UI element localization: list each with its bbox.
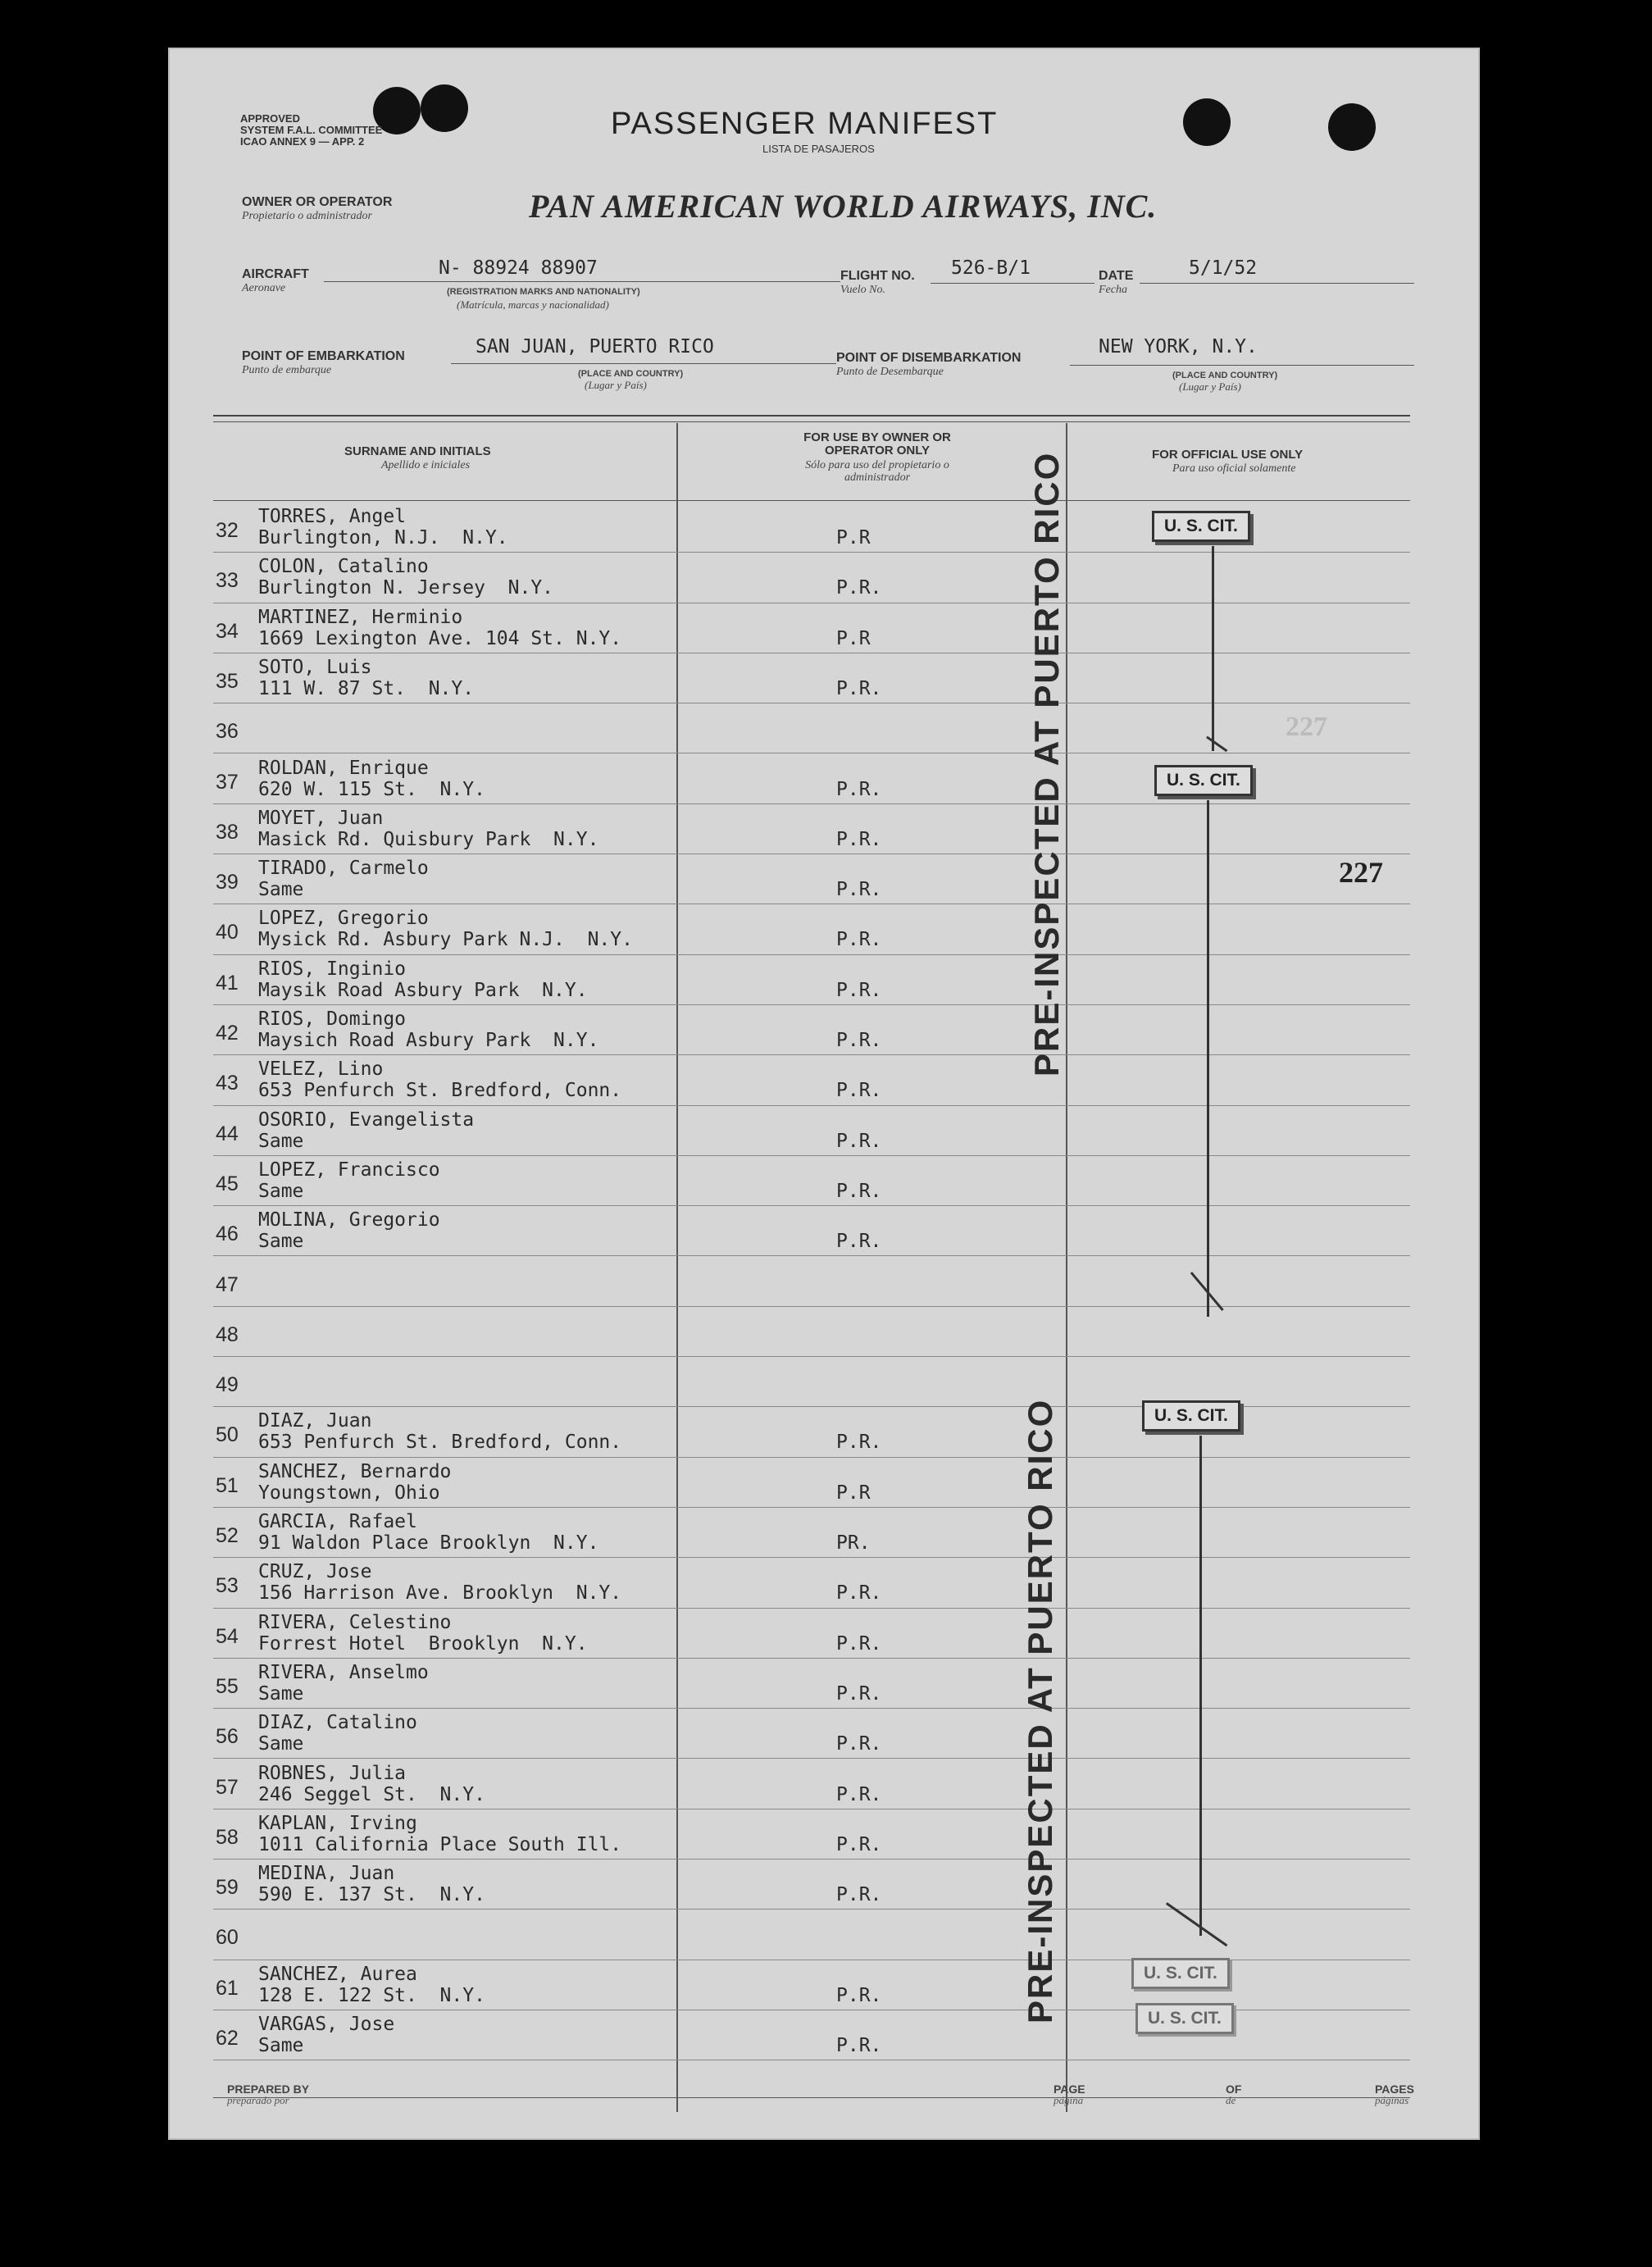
passenger-name: VARGAS, Jose <box>258 2014 395 2035</box>
passenger-address: 156 Harrison Ave. Brooklyn N.Y. <box>258 1582 622 1605</box>
approval-line: SYSTEM F.A.L. COMMITTEE <box>240 124 383 136</box>
row-number: 41 <box>216 971 239 995</box>
table-row <box>168 703 1480 753</box>
count-faint: 227 <box>1286 712 1327 742</box>
passenger-name: GARCIA, Rafael <box>258 1511 417 1532</box>
aircraft-sub: (REGISTRATION MARKS AND NATIONALITY) <box>447 287 640 297</box>
passenger-name: SANCHEZ, Aurea <box>258 1963 417 1985</box>
aircraft-value: N- 88924 88907 <box>439 257 598 279</box>
passenger-name: SOTO, Luis <box>258 656 372 678</box>
passenger-address: 128 E. 122 St. N.Y. <box>258 1984 485 2006</box>
row-number: 37 <box>216 770 239 794</box>
passenger-address: Same <box>258 1682 304 1705</box>
row-number: 38 <box>216 820 239 844</box>
row-number: 59 <box>216 1876 239 1900</box>
passenger-address: 91 Waldon Place Brooklyn N.Y. <box>258 1532 599 1554</box>
passenger-address: Same <box>258 1733 304 1755</box>
passenger-address: 653 Penfurch St. Bredford, Conn. <box>258 1080 622 1102</box>
passenger-name: ROBNES, Julia <box>258 1762 407 1784</box>
passenger-address: 620 W. 115 St. N.Y. <box>258 778 485 800</box>
prepared-label: PREPARED BY <box>227 2083 310 2096</box>
check-line <box>1207 800 1209 1317</box>
table-row <box>168 1910 1480 1960</box>
table-row <box>168 1759 1480 1810</box>
passenger-address: Same <box>258 2035 304 2056</box>
col-official-head-es: Para uso oficial solamente <box>1172 462 1296 475</box>
passenger-address: Burlington N. Jersey N.Y. <box>258 577 554 599</box>
table-row <box>168 1558 1480 1608</box>
table-row <box>168 955 1480 1005</box>
operator-mark: P.R. <box>836 2035 882 2056</box>
us-cit-stamp: U. S. CIT. <box>1135 2003 1234 2034</box>
operator-mark: P.R. <box>836 979 882 1001</box>
passenger-name: KAPLAN, Irving <box>258 1812 417 1834</box>
passenger-name: LOPEZ, Gregorio <box>258 908 429 930</box>
row-number: 48 <box>216 1322 239 1346</box>
pages-label: PAGES <box>1375 2083 1414 2096</box>
operator-mark: P.R. <box>836 1733 882 1755</box>
row-number: 49 <box>216 1373 239 1397</box>
operator-name: PAN AMERICAN WORLD AIRWAYS, INC. <box>529 188 1158 225</box>
passenger-name: VELEZ, Lino <box>258 1058 384 1081</box>
aircraft-label-es: Aeronave <box>242 282 286 294</box>
passenger-name: MOYET, Juan <box>258 807 384 829</box>
preinspected-stamp: PRE-INSPECTED AT PUERTO RICO <box>1027 451 1066 1077</box>
row-number: 50 <box>216 1423 239 1447</box>
passenger-address: 111 W. 87 St. N.Y. <box>258 677 475 699</box>
page-label-es: página <box>1054 2094 1084 2106</box>
table-row <box>168 653 1480 703</box>
table-row <box>168 2010 1480 2060</box>
row-number: 42 <box>216 1022 239 1045</box>
operator-mark: P.R <box>836 527 871 549</box>
passenger-name: LOPEZ, Francisco <box>258 1159 440 1181</box>
passenger-name: DIAZ, Juan <box>258 1410 372 1432</box>
row-number: 39 <box>216 871 239 895</box>
operator-mark: P.R <box>836 627 871 649</box>
passenger-name: TORRES, Angel <box>258 506 407 527</box>
table-row <box>168 1860 1480 1910</box>
row-number: 60 <box>216 1926 239 1950</box>
passenger-address: 246 Seggel St. N.Y. <box>258 1783 485 1805</box>
operator-mark: P.R. <box>836 1030 882 1051</box>
embark-label-es: Punto de embarque <box>242 364 332 376</box>
flight-label: FLIGHT NO. <box>840 269 915 283</box>
row-number: 44 <box>216 1122 239 1145</box>
passenger-address: 653 Penfurch St. Bredford, Conn. <box>258 1432 622 1454</box>
operator-mark: P.R. <box>836 929 882 951</box>
passenger-address: Mysick Rd. Asbury Park N.J. N.Y. <box>258 929 633 951</box>
table-row <box>168 603 1480 653</box>
table-row <box>168 503 1480 553</box>
passenger-address: Maysich Road Asbury Park N.Y. <box>258 1030 599 1051</box>
operator-mark: P.R. <box>836 1632 882 1655</box>
passenger-name: DIAZ, Catalino <box>258 1712 417 1734</box>
table-row <box>168 1156 1480 1206</box>
row-number: 58 <box>216 1825 239 1849</box>
disembark-label-es: Punto de Desembarque <box>836 366 944 378</box>
passenger-address: Masick Rd. Quisbury Park N.Y. <box>258 828 599 850</box>
passenger-address: Same <box>258 1180 304 1202</box>
passenger-address: Maysik Road Asbury Park N.Y. <box>258 979 588 1001</box>
table-row <box>168 804 1480 854</box>
passenger-address: 1669 Lexington Ave. 104 St. N.Y. <box>258 627 622 649</box>
passenger-address: 590 E. 137 St. N.Y. <box>258 1884 485 1906</box>
table-row <box>168 1307 1480 1357</box>
disembark-label: POINT OF DISEMBARKATION <box>836 351 1022 365</box>
operator-mark: P.R. <box>836 1783 882 1805</box>
aircraft-label: AIRCRAFT <box>242 267 309 281</box>
passenger-address: Same <box>258 879 304 901</box>
col-operator-head-es: Sólo para uso del propietario o administrador <box>805 459 949 484</box>
operator-mark: P.R. <box>836 1582 882 1605</box>
operator-mark: P.R. <box>836 577 882 599</box>
row-number: 33 <box>216 569 239 593</box>
col-surname-head: SURNAME AND INITIALS <box>344 444 491 458</box>
operator-mark: P.R. <box>836 879 882 901</box>
col-official-head: FOR OFFICIAL USE ONLY <box>1152 448 1304 462</box>
table-row <box>168 1106 1480 1156</box>
table-row <box>168 1709 1480 1759</box>
aircraft-sub-es: (Matrícula, marcas y nacionalidad) <box>457 298 609 311</box>
disembark-value: NEW YORK, N.Y. <box>1099 336 1258 357</box>
operator-mark: PR. <box>836 1532 871 1554</box>
operator-mark: P.R. <box>836 1884 882 1906</box>
owner-label-es: Propietario o administrador <box>242 210 372 222</box>
row-number: 51 <box>216 1473 239 1497</box>
row-number: 34 <box>216 619 239 643</box>
approval-block <box>240 113 382 148</box>
passenger-address: Burlington, N.J. N.Y. <box>258 527 508 549</box>
table-row <box>168 1659 1480 1709</box>
table-row <box>168 1407 1480 1457</box>
row-number: 35 <box>216 669 239 693</box>
of-label: OF <box>1226 2083 1242 2096</box>
operator-mark: P.R. <box>836 1130 882 1152</box>
operator-mark: P.R. <box>836 1432 882 1454</box>
table-row <box>168 1357 1480 1407</box>
passenger-name: OSORIO, Evangelista <box>258 1108 475 1131</box>
table-row <box>168 1960 1480 2010</box>
table-row <box>168 754 1480 804</box>
table-row <box>168 1005 1480 1055</box>
passenger-name: CRUZ, Jose <box>258 1561 372 1583</box>
date-label: DATE <box>1099 269 1134 283</box>
embark-place-sub: (PLACE AND COUNTRY) <box>578 369 684 379</box>
approval-line: APPROVED <box>240 112 300 125</box>
passenger-address: Same <box>258 1231 304 1253</box>
passenger-name: MOLINA, Gregorio <box>258 1209 440 1231</box>
col-operator-head: FOR USE BY OWNER OR OPERATOR ONLY <box>803 430 951 457</box>
col-surname-head-es: Apellido e iniciales <box>381 459 471 471</box>
operator-mark: P.R <box>836 1482 871 1504</box>
passenger-name: TIRADO, Carmelo <box>258 858 429 880</box>
operator-mark: P.R. <box>836 1984 882 2006</box>
check-line <box>1212 546 1214 751</box>
us-cit-stamp: U. S. CIT. <box>1131 1958 1230 1989</box>
count: 227 <box>1339 856 1383 889</box>
row-number: 56 <box>216 1725 239 1749</box>
approval-line: ICAO ANNEX 9 — APP. 2 <box>240 135 365 148</box>
passenger-name: RIVERA, Celestino <box>258 1611 452 1633</box>
manifest-page <box>168 48 1480 2140</box>
flight-value: 526-B/1 <box>951 257 1031 279</box>
row-number: 55 <box>216 1674 239 1698</box>
row-number: 54 <box>216 1624 239 1648</box>
punch-hole <box>421 84 468 132</box>
passenger-name: COLON, Catalino <box>258 556 429 578</box>
row-number: 61 <box>216 1976 239 2000</box>
operator-mark: P.R. <box>836 1231 882 1253</box>
passenger-name: MARTINEZ, Herminio <box>258 606 463 628</box>
embark-place-sub-es: (Lugar y País) <box>585 379 647 391</box>
row-number: 47 <box>216 1272 239 1296</box>
embark-value: SAN JUAN, PUERTO RICO <box>476 336 714 357</box>
table-row <box>168 1810 1480 1860</box>
row-number: 62 <box>216 2027 239 2050</box>
owner-label: OWNER OR OPERATOR <box>242 195 393 209</box>
passenger-name: RIOS, Domingo <box>258 1008 407 1030</box>
disembark-place-sub: (PLACE AND COUNTRY) <box>1172 371 1278 380</box>
table-row <box>168 553 1480 603</box>
disembark-place-sub-es: (Lugar y País) <box>1179 380 1241 393</box>
us-cit-stamp: U. S. CIT. <box>1154 765 1253 796</box>
preinspected-stamp: PRE-INSPECTED AT PUERTO RICO <box>1021 1398 1059 2023</box>
check-line <box>1199 1436 1202 1936</box>
passenger-name: RIVERA, Anselmo <box>258 1661 429 1683</box>
date-label-es: Fecha <box>1099 284 1127 296</box>
prepared-label-es: preparado por <box>227 2094 289 2106</box>
page-label: PAGE <box>1054 2083 1085 2096</box>
row-number: 40 <box>216 921 239 945</box>
date-value: 5/1/52 <box>1189 257 1258 279</box>
passenger-name: RIOS, Inginio <box>258 958 407 980</box>
passenger-address: Youngstown, Ohio <box>258 1482 440 1504</box>
passenger-name: SANCHEZ, Bernardo <box>258 1460 452 1482</box>
row-number: 43 <box>216 1072 239 1095</box>
row-number: 45 <box>216 1172 239 1195</box>
operator-mark: P.R. <box>836 1682 882 1705</box>
punch-hole <box>1183 98 1231 146</box>
page-title: PASSENGER MANIFEST <box>611 107 999 141</box>
passenger-address: Forrest Hotel Brooklyn N.Y. <box>258 1632 588 1655</box>
table-row <box>168 1055 1480 1105</box>
table-row <box>168 1508 1480 1558</box>
row-number: 46 <box>216 1222 239 1246</box>
operator-mark: P.R. <box>836 778 882 800</box>
us-cit-stamp: U. S. CIT. <box>1152 511 1250 542</box>
passenger-name: ROLDAN, Enrique <box>258 757 429 779</box>
table-row <box>168 1206 1480 1256</box>
operator-mark: P.R. <box>836 677 882 699</box>
row-number: 52 <box>216 1524 239 1547</box>
operator-mark: P.R. <box>836 828 882 850</box>
page-title-es: LISTA DE PASAJEROS <box>762 143 875 155</box>
operator-mark: P.R. <box>836 1080 882 1102</box>
row-number: 57 <box>216 1775 239 1799</box>
us-cit-stamp: U. S. CIT. <box>1142 1400 1240 1432</box>
table-row <box>168 1257 1480 1307</box>
flight-label-es: Vuelo No. <box>840 284 885 296</box>
row-number: 32 <box>216 519 239 542</box>
of-label-es: de <box>1226 2094 1236 2106</box>
punch-hole <box>1328 103 1376 151</box>
table-row <box>168 1458 1480 1508</box>
table-row <box>168 1609 1480 1659</box>
table-row <box>168 854 1480 904</box>
operator-mark: P.R. <box>836 1180 882 1202</box>
row-number: 36 <box>216 720 239 744</box>
pages-label-es: páginas <box>1375 2094 1409 2106</box>
passenger-name: MEDINA, Juan <box>258 1863 395 1885</box>
table-row <box>168 904 1480 954</box>
row-number: 53 <box>216 1574 239 1598</box>
embark-label: POINT OF EMBARKATION <box>242 349 405 363</box>
passenger-address: 1011 California Place South Ill. <box>258 1833 622 1855</box>
passenger-address: Same <box>258 1130 304 1152</box>
operator-mark: P.R. <box>836 1833 882 1855</box>
